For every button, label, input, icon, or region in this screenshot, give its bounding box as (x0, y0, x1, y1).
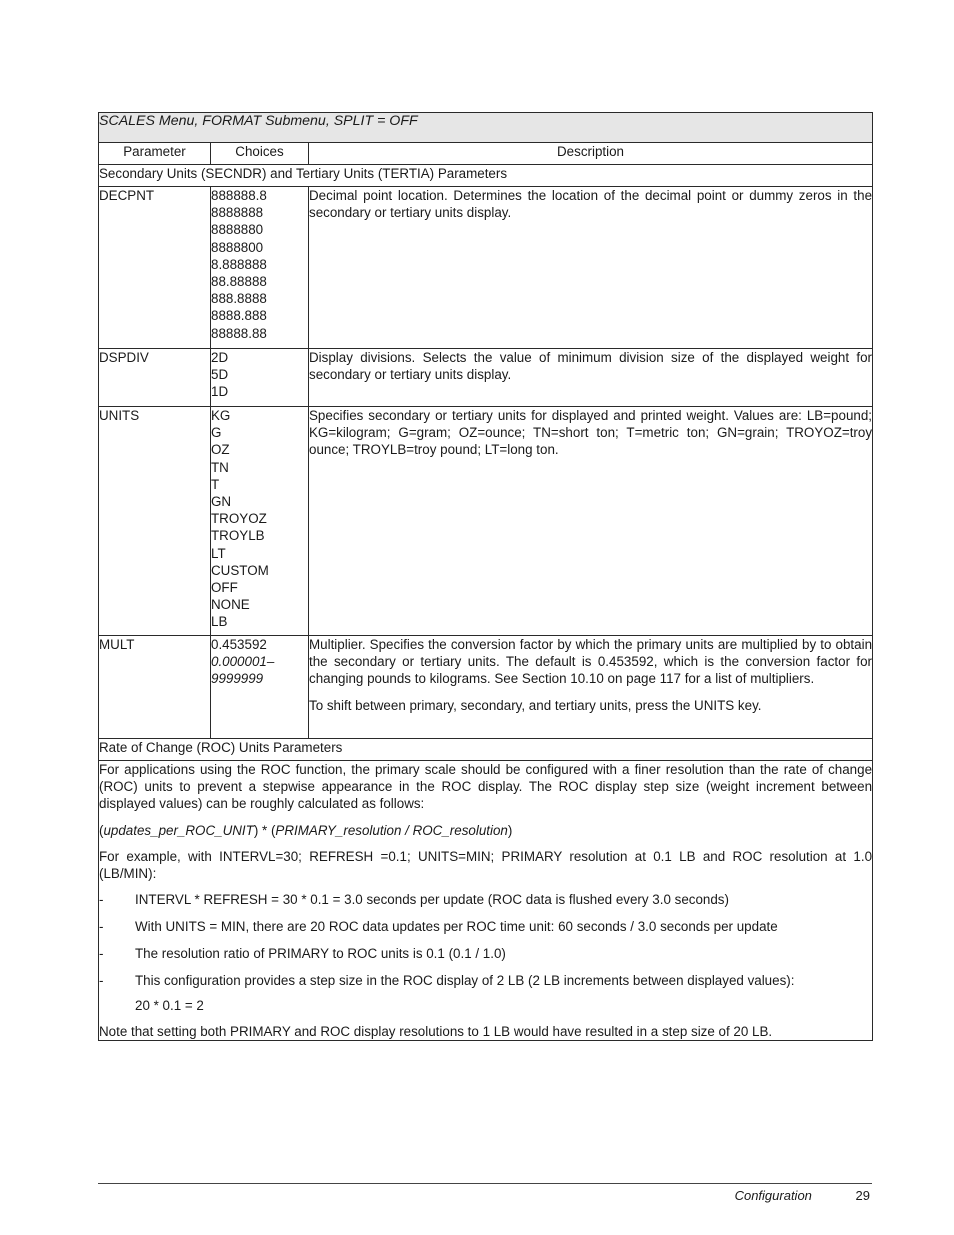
roc-note: Note that setting both PRIMARY and ROC display resolutions to 1 LB would have resulted in a step size of 20 LB. (99, 1024, 773, 1040)
bullet-text: INTERVL * REFRESH = 30 * 0.1 = 3.0 seconds per update (ROC data is flushed every 3.0 seconds) (135, 892, 729, 908)
choice-item: 8888880 (211, 222, 264, 238)
choice-item: TN (211, 459, 229, 475)
param-name: DECPNT (99, 187, 211, 349)
table-row (99, 636, 873, 739)
footer-divider (98, 1183, 872, 1184)
choices-list (211, 187, 309, 349)
table-title: SCALES Menu, FORMAT Submenu, SPLIT = OFF (99, 113, 873, 143)
bullet-text: This configuration provides a step size in the ROC display of 2 LB (2 LB increments between displayed values): (135, 972, 795, 988)
choice-item: 8.888888 (211, 256, 267, 272)
choice-item: OZ (211, 442, 230, 458)
description-text: Decimal point location. Determines the location of the decimal point or dummy zeros in the secondary or tertiary units display. (309, 188, 873, 221)
choice-item: 8888888 (211, 205, 264, 221)
formula-operator: ) * ( (253, 822, 276, 838)
choice-item: 888.8888 (211, 291, 267, 307)
header-parameter: Parameter (99, 143, 211, 165)
page-footer (735, 1188, 870, 1203)
footer-section-name: Configuration (734, 1188, 812, 1203)
section-heading-secondary-tertiary: Secondary Units (SECNDR) and Tertiary Units (TERTIA) Parameters (99, 165, 873, 187)
choice-item: 2D (211, 350, 229, 365)
bullet-dash: - (99, 972, 104, 988)
header-choices: Choices (211, 143, 309, 165)
bullet-dash: - (99, 945, 104, 961)
table-row (99, 349, 873, 407)
choice-item: T (211, 476, 220, 492)
bullet-dash: - (99, 919, 104, 935)
list-item (99, 972, 872, 989)
page-content (98, 112, 872, 1041)
table-title-row (99, 113, 873, 143)
bullet-dash: - (99, 892, 104, 908)
choice-item: LB (211, 614, 228, 630)
roc-formula: (updates_per_ROC_UNIT) * (PRIMARY_resolution / ROC_resolution) (99, 822, 513, 838)
roc-calculation: 20 * 0.1 = 2 (135, 997, 204, 1013)
description-cell (309, 636, 873, 739)
formula-updates: updates_per_ROC_UNIT (103, 822, 254, 838)
param-name: MULT (99, 636, 211, 739)
choice-item: OFF (211, 580, 238, 596)
roc-intro: For applications using the ROC function, the primary scale should be configured with a finer resolution than the rate of change (ROC) units to prevent a stepwise appearance in the ROC display. The ROC display step size (weight increment between displayed values) can be roughly calculated as follows: (99, 762, 873, 812)
section-row-roc (99, 739, 873, 761)
description-cell (309, 407, 873, 636)
description-cell (309, 187, 873, 349)
choices-list (211, 636, 309, 739)
choice-item: KG (211, 408, 231, 423)
choice-item: NONE (211, 597, 250, 613)
table-row (99, 407, 873, 636)
description-cell (309, 349, 873, 407)
parameters-table (98, 112, 873, 1041)
description-text: Multiplier. Specifies the conversion factor by which the primary units are multiplied by to obtain the secondary or tertiary units. The default is 0.453592, which is the conversion factor for changing pounds to kilograms. See Section 10.10 on page 117 for a list of multipliers. (309, 637, 873, 687)
choice-item: 88.88888 (211, 274, 267, 290)
page-number: 29 (855, 1188, 870, 1203)
choice-item: 0.453592 (211, 637, 267, 652)
bullet-text: The resolution ratio of PRIMARY to ROC units is 0.1 (0.1 / 1.0) (135, 945, 506, 961)
choice-range-max: 9999999 (211, 671, 264, 687)
list-item (99, 891, 872, 908)
choice-item: 8888.888 (211, 308, 267, 324)
choice-item: 88888.88 (211, 325, 267, 341)
choice-item: CUSTOM (211, 562, 269, 578)
roc-description (99, 761, 873, 1041)
list-item (99, 945, 872, 962)
description-text: Specifies secondary or tertiary units for displayed and printed weight. Values are: LB=pound; KG=kilogram; G=gram; OZ=ounce; TN=short ton; T=metric ton; GN=grain; TROYOZ=troy ounce; TROYLB=troy pound; LT=long ton. (309, 408, 873, 458)
choice-item: LT (211, 545, 226, 561)
roc-example: For example, with INTERVL=30; REFRESH =0.1; UNITS=MIN; PRIMARY resolution at 0.1 LB and ROC resolution at 1.0 (LB/MIN): (99, 848, 873, 882)
param-name: DSPDIV (99, 349, 211, 407)
section-heading-roc: Rate of Change (ROC) Units Parameters (99, 739, 873, 761)
table-row (99, 187, 873, 349)
choice-item: G (211, 425, 222, 441)
choices-list (211, 349, 309, 407)
list-item (99, 918, 872, 935)
bullet-text: With UNITS = MIN, there are 20 ROC data updates per ROC time unit: 60 seconds / 3.0 seconds per update (135, 919, 778, 935)
table-header-row (99, 143, 873, 165)
choice-item: TROYLB (211, 528, 265, 544)
param-name: UNITS (99, 407, 211, 636)
roc-row (99, 761, 873, 1041)
choice-item: 1D (211, 384, 229, 400)
choices-list (211, 407, 309, 636)
section-row-secondary-tertiary (99, 165, 873, 187)
choice-item: TROYOZ (211, 511, 267, 527)
header-description: Description (309, 143, 873, 165)
description-text: Display divisions. Selects the value of minimum division size of the displayed weight for secondary or tertiary units display. (309, 350, 873, 383)
description-note: To shift between primary, secondary, and tertiary units, press the UNITS key. (309, 697, 762, 713)
choice-item: 8888800 (211, 239, 264, 255)
formula-resolution: PRIMARY_resolution / ROC_resolution (275, 822, 508, 838)
choice-item: GN (211, 494, 232, 510)
choice-range-min: 0.000001– (211, 654, 275, 670)
choice-item: 5D (211, 367, 229, 383)
choice-item: 888888.8 (211, 188, 267, 203)
